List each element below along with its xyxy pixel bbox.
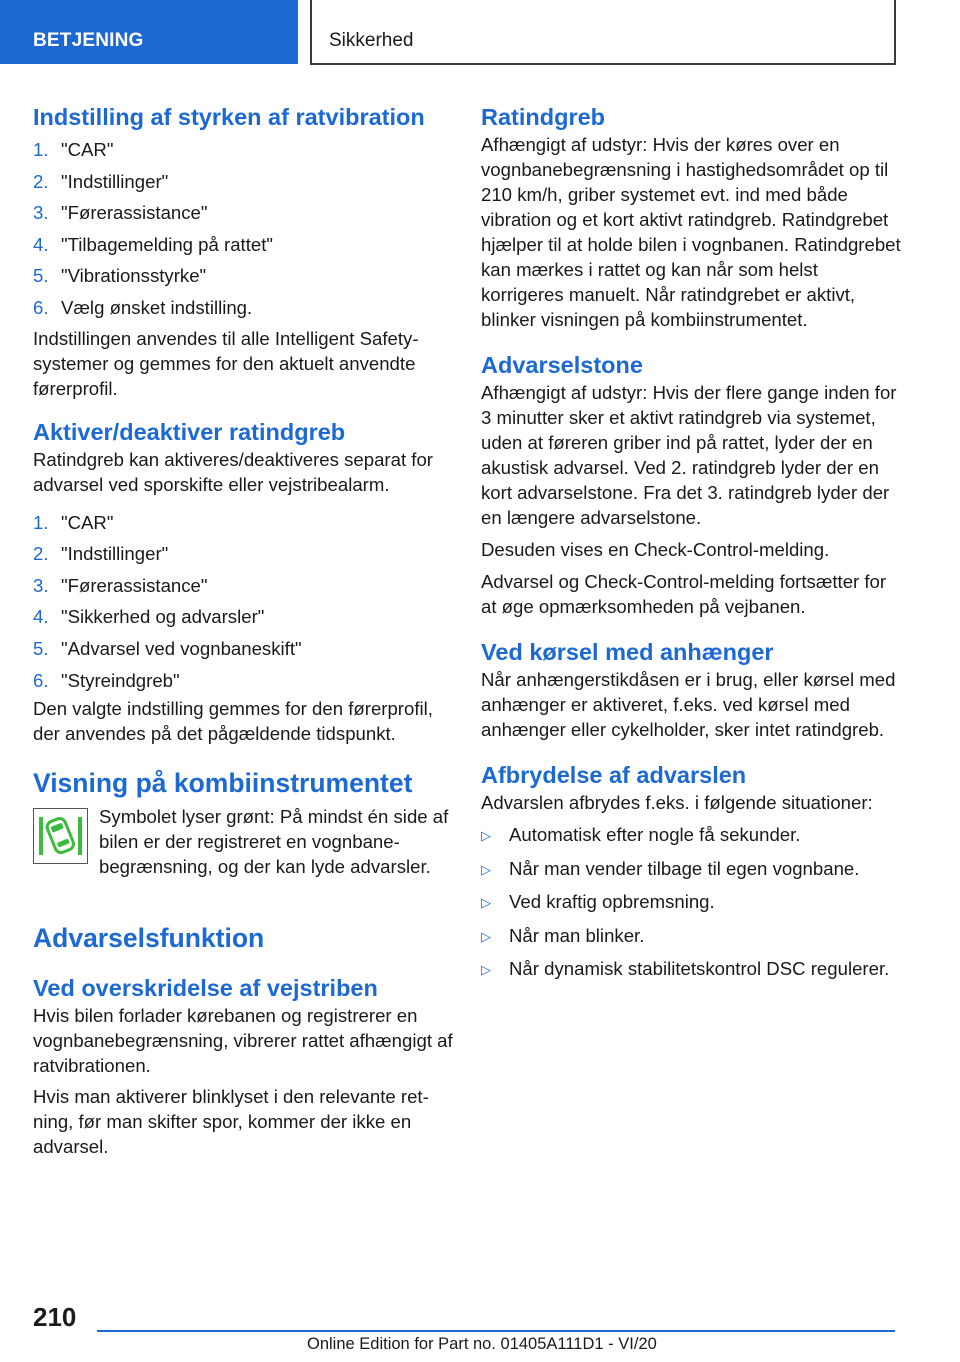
lane-departure-symbol-icon xyxy=(33,808,88,864)
triangle-bullet-icon: ▷ xyxy=(481,928,491,944)
steps-vibration xyxy=(33,134,453,324)
step-item xyxy=(33,633,453,665)
paragraph-warning-continues: Advarsel og Check-Control-melding fortsætter for at øge opmærksomheden på vejbanen. xyxy=(481,571,887,617)
step-text: Vælg ønsket indstilling. xyxy=(61,296,253,318)
paragraph-profile-storage: Den valgte indstilling gemmes for den førerprofil, der anvendes på det pågældende tidspunkt. xyxy=(33,698,433,745)
step-item xyxy=(33,601,453,633)
paragraph-line-crossing-1: Hvis bilen forlader kørebanen og registrerer en vognbanebegrænsning, vibrerer rattet afhængigt af ratvibrationen. xyxy=(33,1005,453,1077)
heading-steering-intervention: Ratindgreb xyxy=(481,104,606,130)
step-text: "Styreindgreb" xyxy=(61,669,180,691)
list-item-text: Automatisk efter nogle få sekunder. xyxy=(509,824,801,845)
heading-vibration-strength: Indstilling af styrken af ratvibration xyxy=(33,104,425,130)
left-column xyxy=(33,102,453,1159)
step-number: 6. xyxy=(33,669,49,691)
paragraph-symbol-meaning: Symbolet lyser grønt: På mindst én side af bilen er der registreret en vognbanebegrænsning, og der kan lyde advarsler. xyxy=(99,806,449,878)
interruption-situations-list xyxy=(481,822,901,983)
right-column xyxy=(481,102,901,990)
step-number: 3. xyxy=(33,574,49,596)
step-number: 4. xyxy=(33,606,49,628)
triangle-bullet-icon: ▷ xyxy=(481,962,491,977)
heading-line-crossing: Ved overskridelse af vejstriben xyxy=(33,975,378,1002)
footer-rule xyxy=(97,1330,895,1332)
step-text: "CAR" xyxy=(61,511,114,533)
step-number: 5. xyxy=(33,265,49,287)
heading-warning-function: Advarselsfunktion xyxy=(33,923,265,954)
section-tab xyxy=(0,0,298,64)
step-number: 2. xyxy=(33,543,49,565)
step-item xyxy=(33,665,453,697)
chapter-title: Sikkerhed xyxy=(329,30,414,51)
step-number: 2. xyxy=(33,170,49,192)
triangle-bullet-icon: ▷ xyxy=(481,861,491,877)
triangle-bullet-icon: ▷ xyxy=(481,895,491,910)
step-item xyxy=(33,292,453,324)
step-text: "CAR" xyxy=(61,139,114,160)
paragraph-toggle-intro: Ratindgreb kan aktiveres/deaktiveres separat for advarsel ved sporskifte eller vejstribealarm. xyxy=(33,448,433,495)
paragraph-vibration-settings: Indstillingen anvendes til alle Intelligent Safety-systemer og gemmes for den aktuelt anvendte førerprofil. xyxy=(33,327,419,399)
heading-toggle-steering-intervention: Aktiver/deaktiver ratindgreb xyxy=(33,418,346,445)
step-text: "Førerassistance" xyxy=(61,574,208,596)
step-number: 1. xyxy=(33,139,49,160)
step-item xyxy=(33,229,453,261)
paragraph-steering-intervention: Afhængigt af udstyr: Hvis der køres over en vognbanebegrænsning i hastighedsområdet op til 210 km/h, griber systemet evt. ind med både vibration og et kort aktivt ratindgreb. Ratindgrebet hjælper til at holde bilen i vognbanen. Ratindgrebet kan mærkes i rattet og kan når som helst korrigeres manuelt. Når ratindgrebet er aktivt, blinker visningen på kombiinstrumentet. xyxy=(481,134,901,330)
page-number: 210 xyxy=(33,1302,77,1332)
step-text: "Advarsel ved vognbaneskift" xyxy=(61,637,302,659)
step-item xyxy=(33,507,453,539)
list-item xyxy=(481,956,901,983)
step-number: 1. xyxy=(33,511,49,533)
step-number: 4. xyxy=(33,233,49,255)
step-text: "Indstillinger" xyxy=(61,170,169,192)
list-item-text: Når man vender tilbage til egen vognbane. xyxy=(509,857,860,879)
step-text: "Indstillinger" xyxy=(61,543,169,565)
list-item xyxy=(481,923,901,950)
steps-steering-intervention xyxy=(33,507,453,697)
paragraph-check-control: Desuden vises en Check-Control-melding. xyxy=(481,539,830,560)
paragraph-warning-tone: Afhængigt af udstyr: Hvis der flere gange inden for 3 minutter sker et aktivt ratindgreb via systemet, uden at føreren griber ind på rattet, lyder der en akustisk advarsel. Ved 2. ratindgreb lyder der en kort advarselstone. Fra det 3. ratindgreb lyder der en længere advarselstone. xyxy=(481,382,897,528)
step-text: "Førerassistance" xyxy=(61,202,208,224)
heading-warning-tone: Advarselstone xyxy=(481,352,643,378)
list-item xyxy=(481,856,901,883)
triangle-bullet-icon: ▷ xyxy=(481,828,491,843)
step-item xyxy=(33,166,453,198)
step-item xyxy=(33,538,453,570)
paragraph-trailer: Når anhængerstikdåsen er i brug, eller kørsel med anhænger er aktiveret, f.eks. ved kørsel med anhænger eller cykelholder, sker intet ratindgreb. xyxy=(481,669,896,740)
paragraph-interruption-intro: Advarslen afbrydes f.eks. i følgende situationer: xyxy=(481,792,873,813)
heading-trailer: Ved kørsel med anhænger xyxy=(481,639,774,665)
step-number: 6. xyxy=(33,296,49,318)
step-number: 5. xyxy=(33,637,49,659)
step-text: "Tilbagemelding på rattet" xyxy=(61,233,273,255)
heading-instrument-display: Visning på kombiinstrumentet xyxy=(33,768,413,799)
paragraph-line-crossing-2: Hvis man aktiverer blinklyset i den relevante retning, før man skifter spor, kommer der ikke en advarsel. xyxy=(33,1086,429,1158)
step-number: 3. xyxy=(33,202,49,224)
list-item-text: Ved kraftig opbremsning. xyxy=(509,891,715,912)
step-text: "Vibrationsstyrke" xyxy=(61,265,207,287)
step-item xyxy=(33,260,453,292)
edition-info: Online Edition for Part no. 01405A111D1 - VI/20 xyxy=(307,1335,657,1353)
list-item xyxy=(481,889,901,916)
step-item xyxy=(33,134,453,166)
heading-warning-interruption: Afbrydelse af advarslen xyxy=(481,762,747,788)
list-item xyxy=(481,822,901,849)
step-text: "Sikkerhed og advarsler" xyxy=(61,606,265,628)
step-item xyxy=(33,570,453,602)
step-item xyxy=(33,197,453,229)
chapter-header xyxy=(310,0,896,65)
section-label: BETJENING xyxy=(33,30,144,51)
list-item-text: Når dynamisk stabilitetskontrol DSC regulerer. xyxy=(509,958,890,979)
list-item-text: Når man blinker. xyxy=(509,924,645,946)
instrument-symbol-row xyxy=(33,804,453,879)
